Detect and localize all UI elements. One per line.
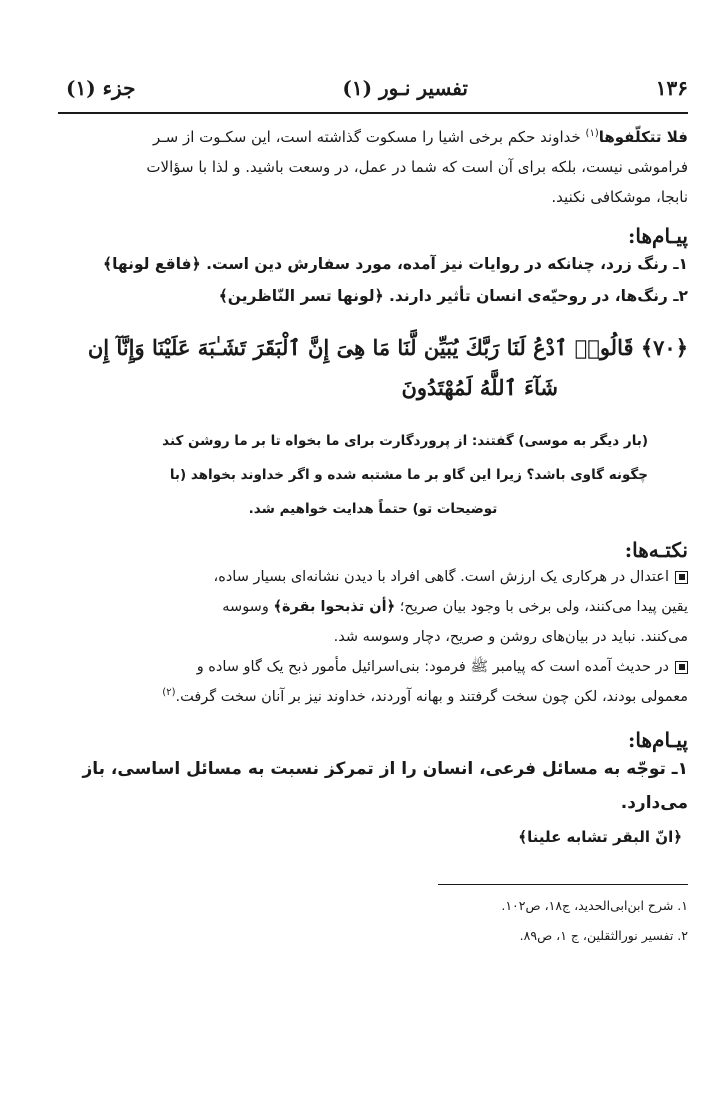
note-2-line-1: در حدیث آمده است که پیامبر ﷺ فرمود: بنی‌اسرائیل مأمور ذبح یک گاو ساده و — [58, 652, 688, 682]
verse-line-2: شَآءَ ٱللَّهُ لَمُهْتَدُونَ — [401, 375, 558, 400]
verse-translation — [98, 424, 648, 526]
footnote-1: ۱. شرح ابن‌ابی‌الحدید، ج۱۸، ص۱۰۲. — [501, 898, 688, 913]
note-1-line-2: یقین پیدا می‌کنند، ولی برخی با وجود بیان صریح؛ ﴿أن تذبحوا بقرة﴾ وسوسه — [222, 599, 688, 615]
footnote-ref-2[interactable]: (۲) — [162, 687, 176, 699]
intro-quote: فلا تتکلّفوها — [598, 128, 688, 146]
running-header — [58, 68, 688, 114]
intro-line-1-rest: خداوند حکم برخی اشیا را مسکوت گذاشته است، این سکـوت از سـر — [152, 128, 586, 146]
translation-line-3: توضیحات تو) حتماً هدایت خواهیم شد. — [248, 501, 498, 517]
final-message-text: ۱ـ توجّه به مسائل فرعی، انسان را از تمرکز نسبت به مسائل اساسی، باز می‌دارد. — [82, 759, 688, 813]
intro-line-3: نابجا، موشکافی نکنید. — [551, 188, 688, 206]
translation-line-1: (بار دیگر به موسی) گفتند: از پروردگارت برای ما بخواه تا بر ما روشن کند — [162, 433, 648, 449]
message-1-quote: ﴿فاقع لونها﴾ — [102, 255, 201, 273]
intro-line-2: فراموشی نیست، بلکه برای آن است که شما در عمل، در وسعت باشید. و لذا با سؤالات — [146, 158, 688, 176]
message-1-text: ۱ـ رنگ زرد، چنانکه در روایات نیز آمده، مورد سفارش دین است. — [200, 255, 688, 273]
final-message-quote: ﴿انّ البقر تشابه علینا﴾ — [518, 828, 682, 846]
intro-paragraph — [58, 122, 688, 212]
note-2 — [58, 652, 688, 712]
messages-heading-2: پیـام‌ها: — [628, 728, 688, 752]
note-1 — [58, 562, 688, 652]
note-1-line-3: می‌کنند. نباید در بیان‌های روشن و صریح، دچار وسوسه شد. — [333, 629, 688, 645]
book-title: تفسیر نـور (۱) — [342, 76, 468, 100]
footnote-ref-1[interactable]: (۱) — [585, 128, 599, 139]
square-bullet-icon — [675, 661, 688, 674]
page-number: ۱۳۶ — [655, 76, 688, 100]
footnote-divider — [438, 884, 688, 885]
page — [58, 68, 688, 951]
final-message — [58, 752, 688, 854]
quran-verse — [58, 328, 688, 408]
message-2-text: ۲ـ رنگ‌ها، در روحیّه‌ی انسان تأثیر دارند. — [383, 287, 688, 305]
message-2-quote: ﴿لونها تسر النّاظرین﴾ — [218, 287, 384, 305]
square-bullet-icon — [675, 571, 688, 584]
note-2-line-2: معمولی بودند، لکن چون سخت گرفتند و بهانه آوردند، خداوند نیز بر آنان سخت گرفت.$^{(۲)}$ — [162, 687, 688, 705]
verse-line-1: ﴿۷۰﴾ قَالُوا۟ ٱدْعُ لَنَا رَبَّكَ يُبَيِّن لَّنَا مَا هِىَ إِنَّ ٱلْبَقَرَ تَشَـٰبَهَ عَلَيْنَا وَإِنَّآ إِن — [87, 335, 688, 360]
intro-line-1 — [58, 122, 688, 152]
message-1 — [58, 248, 688, 280]
translation-line-2: چگونه گاوی باشد؟ زیرا این گاو بر ما مشتبه شده و اگر خداوند بخواهد (با — [169, 467, 648, 483]
footnote-2: ۲. تفسیر نورالثقلین، ج ۱، ص۸۹. — [519, 928, 688, 943]
notes-heading: نکتـه‌ها: — [624, 538, 688, 562]
message-2 — [58, 280, 688, 312]
juz-label: جزء (۱) — [66, 76, 136, 100]
footnotes — [58, 891, 688, 951]
note-1-line-1: اعتدال در هرکاری یک ارزش است. گاهی افراد با دیدن نشانه‌ای بسیار ساده، — [58, 562, 688, 592]
messages-heading-1: پیـام‌ها: — [628, 224, 688, 248]
note-1-quote: ﴿أن تذبحوا بقرة﴾ — [273, 599, 396, 615]
